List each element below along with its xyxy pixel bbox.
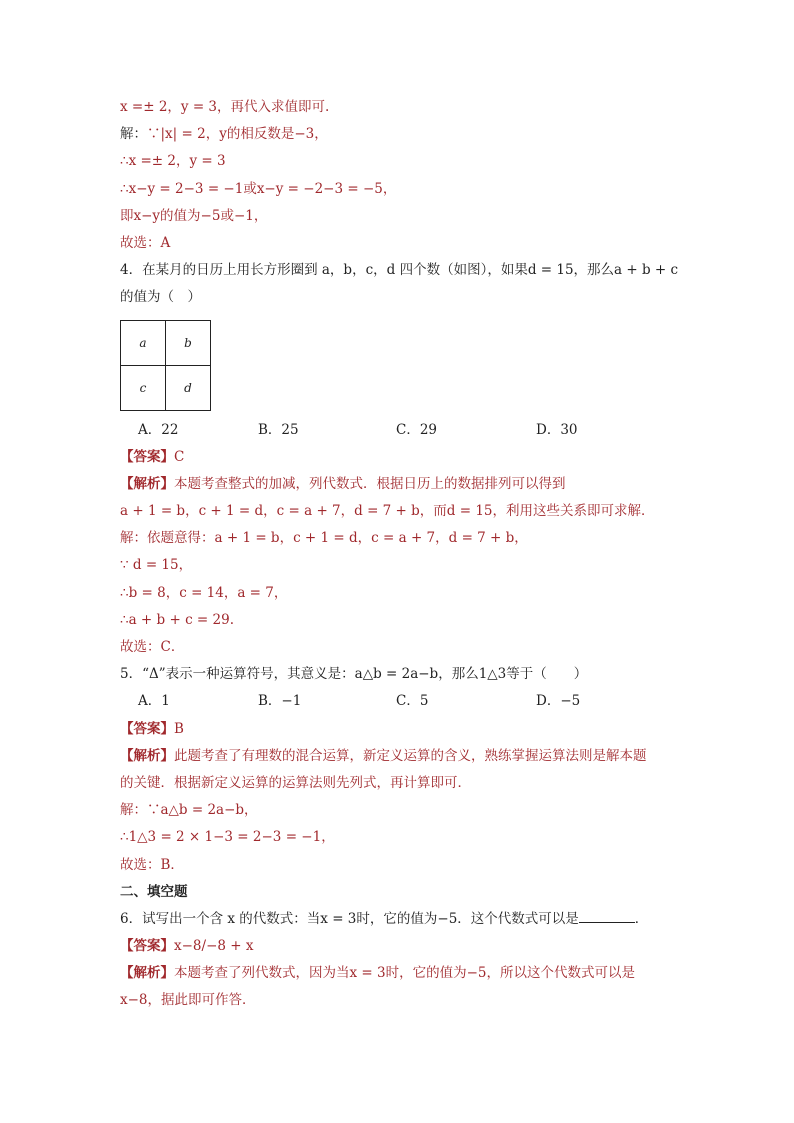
answer-value: B [174,720,184,737]
q6-stem [120,906,680,933]
analysis-text: 本题考查了列代数式，因为当x = 3时，它的值为−5，所以这个代数式可以是 [174,965,635,982]
option-c: C．5 [396,693,429,710]
text-line: ∴1△3 = 2 × 1−3 = 2−3 = −1， [120,829,335,846]
analysis-tag: 【解析】 [120,475,174,492]
text-line: 故选：C． [120,639,185,655]
q4-options [120,417,680,444]
text-line: ∴b = 8，c = 14，a = 7， [120,584,288,601]
answer-blank [579,908,635,923]
cell-c: c [121,365,166,410]
analysis-tag: 【解析】 [120,965,174,982]
text-line: ∴a + b + c = 29. [120,611,234,628]
q6-answer [120,933,680,960]
cell-b: b [166,320,211,365]
analysis-text: 此题考查了有理数的混合运算，新定义运算的含义，熟练掌握运算法则是解本题 [174,747,647,764]
text-line: ∴x =± 2，y = 3 [120,153,226,170]
text-line: 故选：A [120,234,171,251]
answer-tag: 【答案】 [120,448,174,465]
calendar-box [120,320,211,411]
option-d: D．−5 [536,693,581,710]
answer-value: x−8/−8 + x [174,938,254,955]
answer-value: C [174,448,185,465]
text-line: ∵ d = 15， [120,557,193,574]
option-c: C．29 [396,421,438,438]
q4-stem: 的值为（ ） [120,289,201,306]
q4-answer [120,444,680,471]
text-line: x−8，据此即可作答． [120,992,256,1009]
analysis-text: 本题考查整式的加减，列代数式．根据日历上的数据排列可以得到 [174,475,566,492]
text-line: 即x−y的值为−5或−1， [120,207,268,224]
q4-analysis [120,471,680,498]
text-line [120,121,680,148]
cell-d: d [166,365,211,410]
text-line: a + 1 = b，c + 1 = d，c = a + 7，d = 7 + b，而d = 15，利用这些关系即可求解． [120,503,655,520]
answer-tag: 【答案】 [120,938,174,955]
solution-prefix: 解： [120,126,147,143]
q5-stem: 5．“Δ”表示一种运算符号，其意义是：a△b = 2a−b，那么1△3等于（ ） [120,666,588,683]
solution-text: ∵|x| = 2，y的相反数是−3， [147,126,328,143]
text-line: ∴x−y = 2−3 = −1或x−y = −2−3 = −5， [120,180,397,197]
q5-analysis [120,743,680,770]
option-a: A．22 [138,421,179,438]
cell-a: a [121,320,166,365]
q5-options [120,688,680,715]
document-content [120,94,680,1015]
section-title: 二、填空题 [120,883,188,900]
option-b: B．−1 [258,693,302,710]
text-line: 解：∵a△b = 2a−b， [120,802,258,819]
option-d: D．30 [536,421,578,438]
analysis-tag: 【解析】 [120,747,174,764]
text-line: x =± 2，y = 3，再代入求值即可. [120,99,330,115]
text-line: 的关键．根据新定义运算的运算法则先列式，再计算即可． [120,774,471,791]
answer-tag: 【答案】 [120,720,174,737]
q6-stem-end: ． [634,910,649,927]
q4-stem: 4．在某月的日历上用长方形圈到 a，b，c，d 四个数（如图），如果d = 15，那么a + b + c [120,262,679,279]
option-a: A．1 [138,693,170,710]
q6-stem-text: 6．试写出一个含 x 的代数式：当x = 3时，它的值为−5．这个代数式可以是 [120,910,579,927]
option-b: B．25 [258,421,299,438]
text-line: 解：依题意得：a + 1 = b，c + 1 = d，c = a + 7，d = 7 + b， [120,530,528,547]
text-line: 故选：B． [120,856,184,873]
q6-analysis [120,960,680,987]
q5-answer [120,716,680,743]
